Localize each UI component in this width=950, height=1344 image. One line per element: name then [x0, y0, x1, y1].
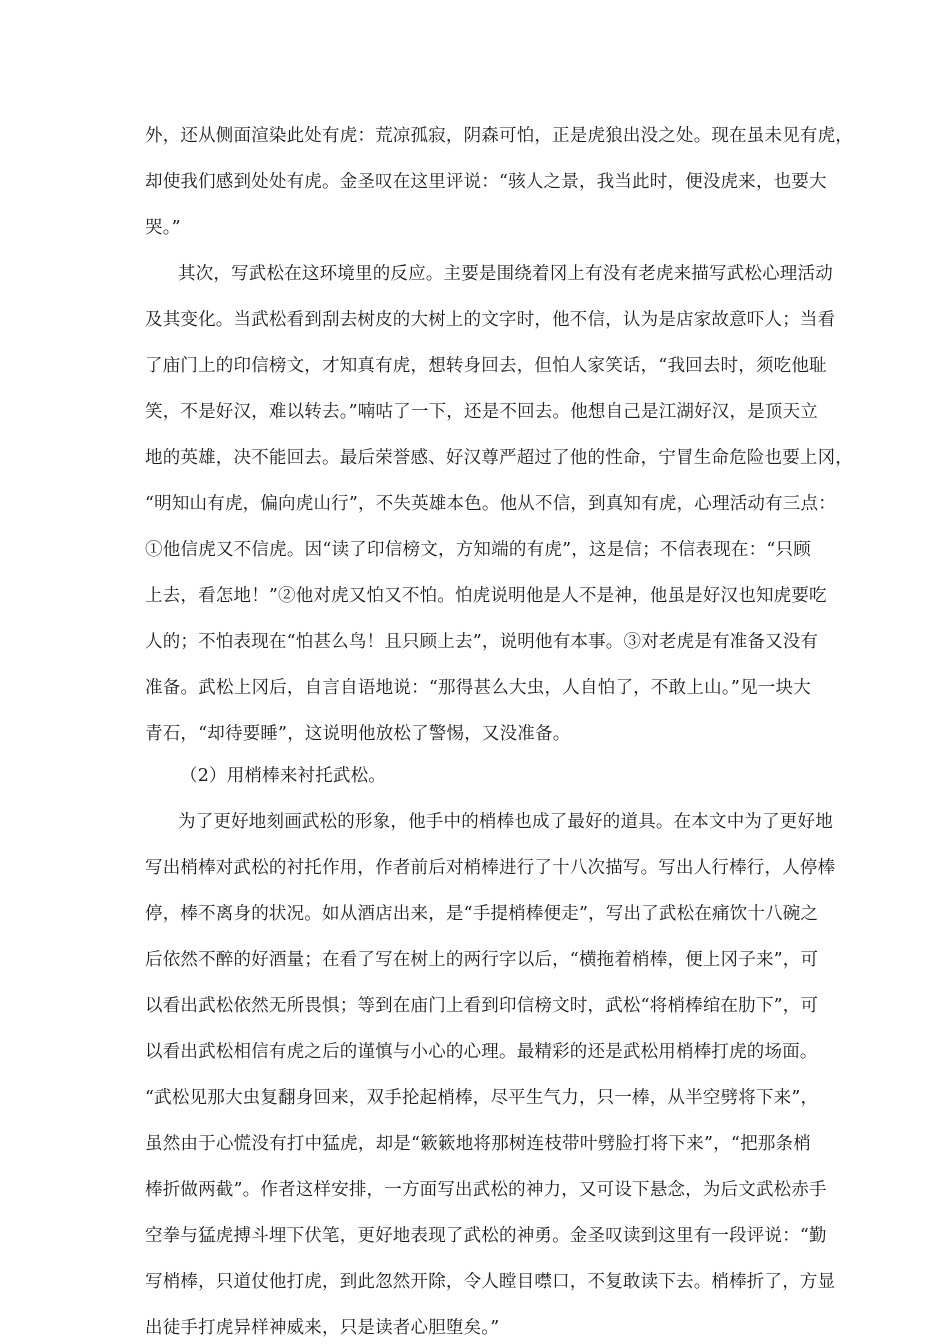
paragraph-line: 了庙门上的印信榜文，才知真有虎，想转身回去，但怕人家笑话，“我回去时，须吃他耻 — [145, 356, 827, 376]
paragraph-line: 及其变化。当武松看到刮去树皮的大树上的文字时，他不信，认为是店家故意吓人；当看 — [145, 310, 836, 330]
section-heading: （2）用梢棒来衬托武松。 — [180, 766, 387, 786]
paragraph-line: 写梢棒，只道仗他打虎，到此忽然开除，令人瞠目噤口，不复敢读下去。梢棒折了，方显 — [145, 1272, 836, 1292]
paragraph-line: 其次，写武松在这环境里的反应。主要是围绕着冈上有没有老虎来描写武松心理活动 — [178, 264, 833, 284]
paragraph-line: 以看出武松依然无所畏惧；等到在庙门上看到印信榜文时，武松“将梢棒绾在肋下”，可 — [145, 996, 819, 1016]
paragraph-line: 笑，不是好汉，难以转去。”喃咕了一下，还是不回去。他想自己是江湖好汉，是顶天立 — [145, 402, 818, 422]
paragraph-line: 写出梢棒对武松的衬托作用，作者前后对梢棒进行了十八次描写。写出人行棒行，人停棒 — [145, 858, 836, 878]
paragraph-line: “武松见那大虫复翻身回来，双手抡起梢棒，尽平生气力，只一棒，从半空劈将下来”， — [145, 1088, 819, 1108]
paragraph-line: 却使我们感到处处有虎。金圣叹在这里评说：“骇人之景，我当此时，便没虎来，也要大 — [145, 172, 827, 192]
paragraph-line: 以看出武松相信有虎之后的谨慎与小心的心理。最精彩的还是武松用梢棒打虎的场面。 — [145, 1042, 818, 1062]
paragraph-line: 地的英雄，决不能回去。最后荣誉感、好汉尊严超过了他的性命，宁冒生命危险也要上冈， — [145, 448, 853, 468]
paragraph-line: 棒折做两截”。作者这样安排，一方面写出武松的神力，又可设下悬念，为后文武松赤手 — [145, 1180, 827, 1200]
paragraph-line: 上去，看怎地！”②他对虎又怕又不怕。怕虎说明他是人不是神，他虽是好汉也知虎要吃 — [145, 586, 827, 606]
paragraph-line: 后依然不醉的好酒量；在看了写在树上的两行字以后，“横拖着梢棒，便上冈子来”，可 — [145, 950, 819, 970]
paragraph-line: 为了更好地刻画武松的形象，他手中的梢棒也成了最好的道具。在本文中为了更好地 — [178, 812, 833, 832]
paragraph-line: ①他信虎又不信虎。因“读了印信榜文，方知端的有虎”，这是信；不信表现在：“只顾 — [145, 540, 811, 560]
paragraph-line: 哭。” — [145, 218, 181, 238]
paragraph-line: 外，还从侧面渲染此处有虎：荒凉孤寂，阴森可怕，正是虎狼出没之处。现在虽未见有虎， — [145, 126, 853, 146]
paragraph-line: 虽然由于心慌没有打中猛虎，却是“簌簌地将那树连枝带叶劈脸打将下来”，“把那条梢 — [145, 1134, 811, 1154]
paragraph-line: 人的；不怕表现在“怕甚么鸟！且只顾上去”，说明他有本事。③对老虎是有准备又没有 — [145, 632, 819, 652]
paragraph-line: 空拳与猛虎搏斗埋下伏笔，更好地表现了武松的神勇。金圣叹读到这里有一段评说：“勤 — [145, 1226, 827, 1246]
paragraph-line: 准备。武松上冈后，自言自语地说：“那得甚么大虫，人自怕了，不敢上山。”见一块大 — [145, 678, 811, 698]
paragraph-line: 青石，“却待要睡”，这说明他放松了警惕，又没准备。 — [145, 724, 571, 744]
paragraph-line: 停，棒不离身的状况。如从酒店出来，是“手提梢棒便走”，写出了武松在痛饮十八碗之 — [145, 904, 819, 924]
paragraph-line: “明知山有虎，偏向虎山行”，不失英雄本色。他从不信，到真知有虎，心理活动有三点： — [145, 494, 836, 514]
paragraph-line: 出徒手打虎异样神威来，只是读者心胆堕矣。” — [145, 1318, 500, 1338]
